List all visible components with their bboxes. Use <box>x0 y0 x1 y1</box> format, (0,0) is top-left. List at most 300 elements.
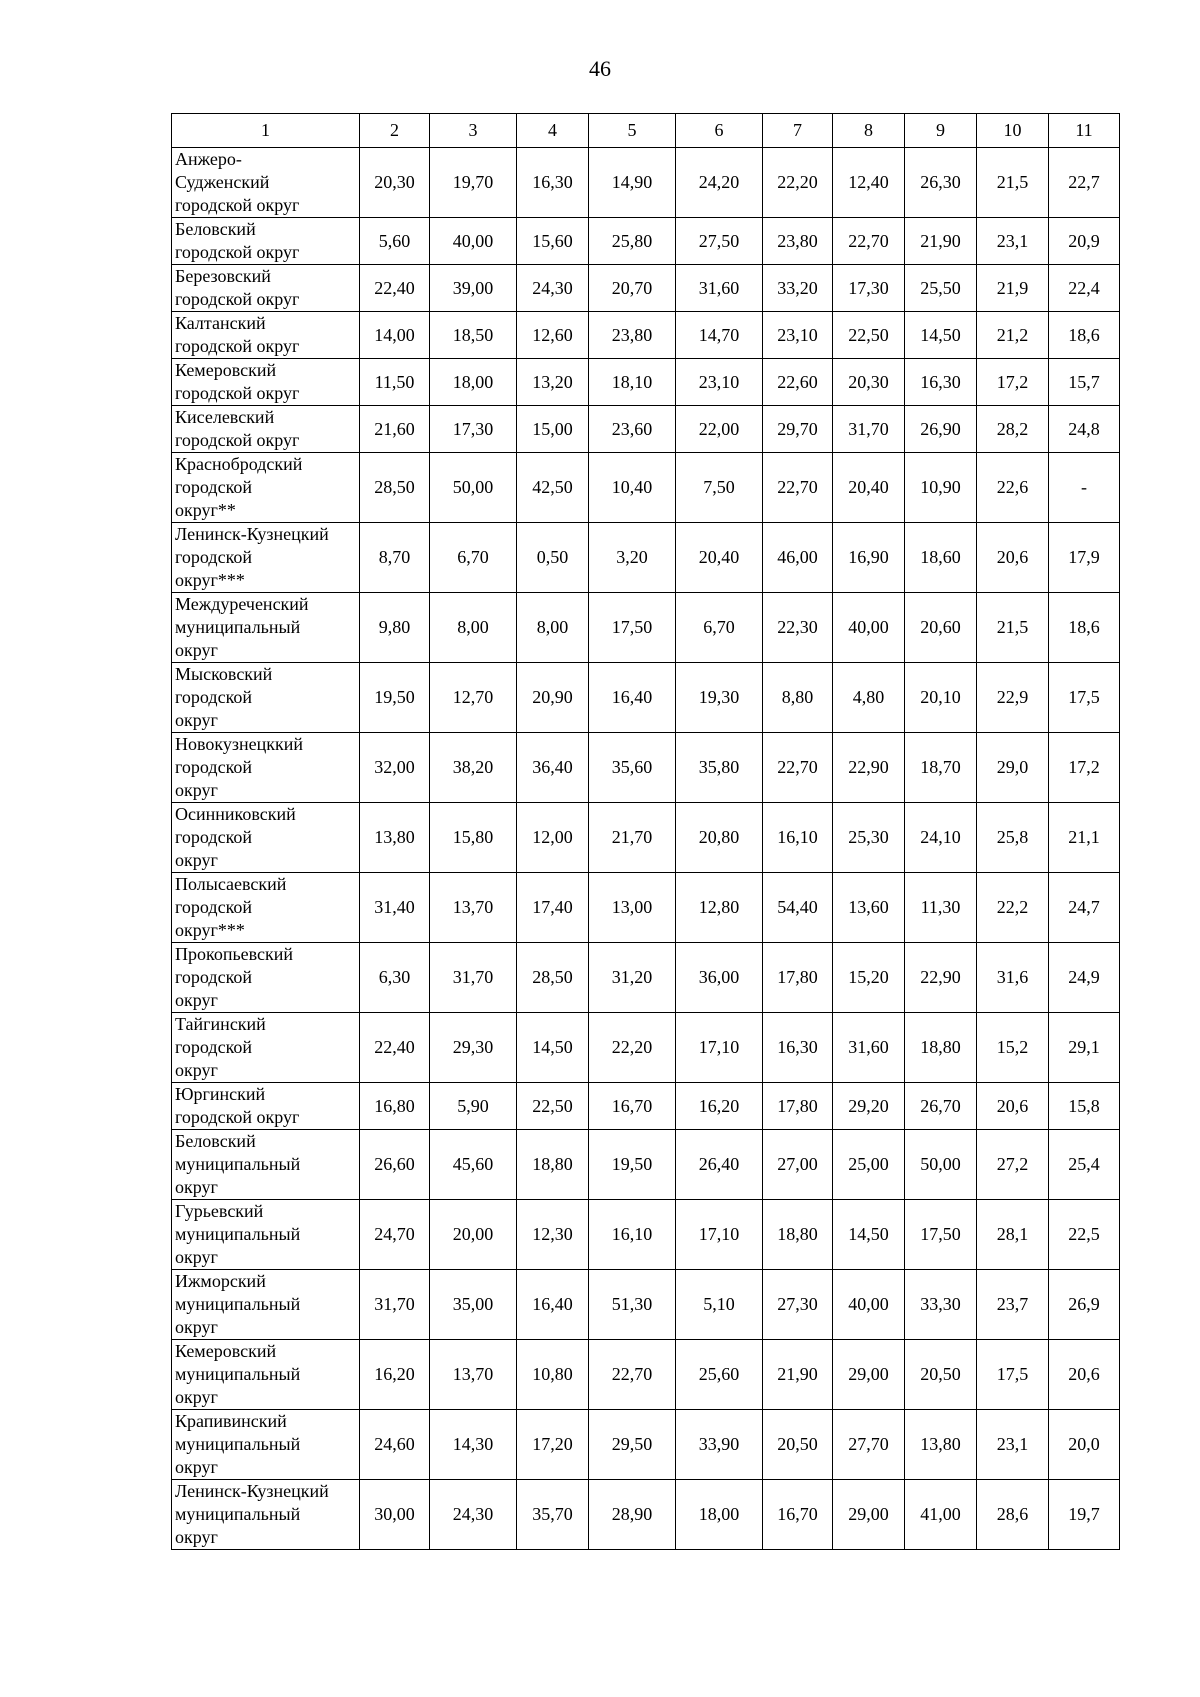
value-cell-col-10: 29,0 <box>977 733 1049 803</box>
table-row <box>172 218 1120 265</box>
municipality-name-cell <box>172 1013 360 1083</box>
value-cell-col-10: 21,2 <box>977 312 1049 359</box>
municipality-name: Беловский городской округ <box>175 219 300 262</box>
municipality-name-cell <box>172 1130 360 1200</box>
value-cell-col-8: 29,20 <box>833 1083 905 1130</box>
value-cell-col-6: 19,30 <box>676 663 763 733</box>
municipality-name: Юргинский городской округ <box>175 1084 300 1127</box>
value-cell-col-6: 7,50 <box>676 453 763 523</box>
value-cell-col-7: 22,60 <box>763 359 833 406</box>
value-cell-col-8: 25,00 <box>833 1130 905 1200</box>
value-cell-col-8: 31,70 <box>833 406 905 453</box>
value-cell-col-4: 17,20 <box>517 1410 589 1480</box>
value-cell-col-3: 31,70 <box>430 943 517 1013</box>
table-row <box>172 523 1120 593</box>
value-cell-col-6: 24,20 <box>676 148 763 218</box>
value-cell-col-10: 22,2 <box>977 873 1049 943</box>
municipality-name-cell <box>172 593 360 663</box>
value-cell-col-7: 27,30 <box>763 1270 833 1340</box>
value-cell-col-9: 14,50 <box>905 312 977 359</box>
column-header-9: 9 <box>905 114 977 148</box>
value-cell-col-3: 18,00 <box>430 359 517 406</box>
value-cell-col-11: 20,9 <box>1049 218 1120 265</box>
column-header-10: 10 <box>977 114 1049 148</box>
value-cell-col-3: 20,00 <box>430 1200 517 1270</box>
value-cell-col-11: 25,4 <box>1049 1130 1120 1200</box>
value-cell-col-9: 26,70 <box>905 1083 977 1130</box>
value-cell-col-3: 19,70 <box>430 148 517 218</box>
value-cell-col-11: 17,9 <box>1049 523 1120 593</box>
table-row <box>172 312 1120 359</box>
value-cell-col-7: 54,40 <box>763 873 833 943</box>
value-cell-col-3: 35,00 <box>430 1270 517 1340</box>
value-cell-col-8: 22,70 <box>833 218 905 265</box>
value-cell-col-7: 23,80 <box>763 218 833 265</box>
column-header-11: 11 <box>1049 114 1120 148</box>
table-row <box>172 1013 1120 1083</box>
municipality-name: Березовский городской округ <box>175 266 300 309</box>
value-cell-col-6: 22,00 <box>676 406 763 453</box>
value-cell-col-9: 18,80 <box>905 1013 977 1083</box>
value-cell-col-6: 20,80 <box>676 803 763 873</box>
value-cell-col-3: 14,30 <box>430 1410 517 1480</box>
value-cell-col-6: 5,10 <box>676 1270 763 1340</box>
value-cell-col-4: 14,50 <box>517 1013 589 1083</box>
municipality-name-cell <box>172 663 360 733</box>
value-cell-col-5: 18,10 <box>589 359 676 406</box>
value-cell-col-8: 12,40 <box>833 148 905 218</box>
value-cell-col-9: 41,00 <box>905 1480 977 1550</box>
municipality-name: Полысаевский городской округ*** <box>175 874 287 940</box>
table-row <box>172 265 1120 312</box>
value-cell-col-11: 22,4 <box>1049 265 1120 312</box>
value-cell-col-5: 3,20 <box>589 523 676 593</box>
value-cell-col-2: 16,20 <box>360 1340 430 1410</box>
table-row <box>172 803 1120 873</box>
municipality-name: Калтанский городской округ <box>175 313 300 356</box>
column-header-4: 4 <box>517 114 589 148</box>
value-cell-col-10: 25,8 <box>977 803 1049 873</box>
value-cell-col-2: 22,40 <box>360 265 430 312</box>
value-cell-col-5: 16,40 <box>589 663 676 733</box>
table-row <box>172 733 1120 803</box>
value-cell-col-9: 50,00 <box>905 1130 977 1200</box>
value-cell-col-5: 14,90 <box>589 148 676 218</box>
value-cell-col-7: 22,70 <box>763 733 833 803</box>
value-cell-col-3: 13,70 <box>430 873 517 943</box>
value-cell-col-10: 17,5 <box>977 1340 1049 1410</box>
value-cell-col-11: 22,5 <box>1049 1200 1120 1270</box>
value-cell-col-9: 26,90 <box>905 406 977 453</box>
value-cell-col-6: 27,50 <box>676 218 763 265</box>
value-cell-col-10: 20,6 <box>977 523 1049 593</box>
value-cell-col-3: 15,80 <box>430 803 517 873</box>
value-cell-col-11: 26,9 <box>1049 1270 1120 1340</box>
value-cell-col-5: 35,60 <box>589 733 676 803</box>
value-cell-col-5: 22,20 <box>589 1013 676 1083</box>
table-row <box>172 1130 1120 1200</box>
municipality-name: Киселевский городской округ <box>175 407 300 450</box>
value-cell-col-8: 31,60 <box>833 1013 905 1083</box>
value-cell-col-8: 14,50 <box>833 1200 905 1270</box>
table-row <box>172 1340 1120 1410</box>
column-header-5: 5 <box>589 114 676 148</box>
value-cell-col-8: 17,30 <box>833 265 905 312</box>
municipality-name-cell <box>172 265 360 312</box>
value-cell-col-9: 18,70 <box>905 733 977 803</box>
value-cell-col-9: 20,60 <box>905 593 977 663</box>
value-cell-col-7: 20,50 <box>763 1410 833 1480</box>
data-table <box>171 113 1120 1550</box>
value-cell-col-5: 23,80 <box>589 312 676 359</box>
value-cell-col-11: 20,0 <box>1049 1410 1120 1480</box>
value-cell-col-2: 26,60 <box>360 1130 430 1200</box>
municipality-name: Междуреченский муниципальный округ <box>175 594 309 660</box>
municipality-name-cell <box>172 406 360 453</box>
municipality-name-cell <box>172 733 360 803</box>
value-cell-col-10: 28,6 <box>977 1480 1049 1550</box>
value-cell-col-7: 8,80 <box>763 663 833 733</box>
value-cell-col-5: 29,50 <box>589 1410 676 1480</box>
value-cell-col-10: 28,1 <box>977 1200 1049 1270</box>
value-cell-col-2: 31,70 <box>360 1270 430 1340</box>
value-cell-col-11: 24,8 <box>1049 406 1120 453</box>
value-cell-col-8: 22,50 <box>833 312 905 359</box>
value-cell-col-7: 16,10 <box>763 803 833 873</box>
value-cell-col-8: 20,30 <box>833 359 905 406</box>
municipality-name-cell <box>172 803 360 873</box>
value-cell-col-4: 22,50 <box>517 1083 589 1130</box>
municipality-name: Беловский муниципальный округ <box>175 1131 301 1197</box>
column-header-1: 1 <box>172 114 360 148</box>
value-cell-col-3: 13,70 <box>430 1340 517 1410</box>
municipality-name-cell <box>172 453 360 523</box>
value-cell-col-6: 17,10 <box>676 1013 763 1083</box>
column-header-3: 3 <box>430 114 517 148</box>
value-cell-col-2: 14,00 <box>360 312 430 359</box>
value-cell-col-10: 22,9 <box>977 663 1049 733</box>
value-cell-col-3: 39,00 <box>430 265 517 312</box>
value-cell-col-11: 17,2 <box>1049 733 1120 803</box>
value-cell-col-6: 18,00 <box>676 1480 763 1550</box>
value-cell-col-7: 17,80 <box>763 1083 833 1130</box>
municipality-name: Ленинск-Кузнецкий городской округ*** <box>175 524 329 590</box>
value-cell-col-3: 29,30 <box>430 1013 517 1083</box>
value-cell-col-2: 31,40 <box>360 873 430 943</box>
value-cell-col-11: 17,5 <box>1049 663 1120 733</box>
value-cell-col-5: 16,70 <box>589 1083 676 1130</box>
table-row <box>172 593 1120 663</box>
value-cell-col-10: 17,2 <box>977 359 1049 406</box>
value-cell-col-4: 28,50 <box>517 943 589 1013</box>
value-cell-col-4: 35,70 <box>517 1480 589 1550</box>
value-cell-col-6: 17,10 <box>676 1200 763 1270</box>
municipality-name: Анжеро- Судженский городской округ <box>175 149 300 215</box>
table-row <box>172 453 1120 523</box>
value-cell-col-3: 12,70 <box>430 663 517 733</box>
value-cell-col-6: 26,40 <box>676 1130 763 1200</box>
municipality-name-cell <box>172 1480 360 1550</box>
value-cell-col-7: 22,20 <box>763 148 833 218</box>
table-row <box>172 1410 1120 1480</box>
municipality-name-cell <box>172 523 360 593</box>
value-cell-col-7: 27,00 <box>763 1130 833 1200</box>
municipality-name: Крапивинский муниципальный округ <box>175 1411 301 1477</box>
value-cell-col-6: 33,90 <box>676 1410 763 1480</box>
value-cell-col-6: 12,80 <box>676 873 763 943</box>
value-cell-col-7: 21,90 <box>763 1340 833 1410</box>
value-cell-col-4: 12,30 <box>517 1200 589 1270</box>
value-cell-col-4: 16,40 <box>517 1270 589 1340</box>
value-cell-col-8: 40,00 <box>833 593 905 663</box>
table-row <box>172 873 1120 943</box>
municipality-name: Тайгинский городской округ <box>175 1014 266 1080</box>
value-cell-col-3: 5,90 <box>430 1083 517 1130</box>
municipality-name-cell <box>172 218 360 265</box>
value-cell-col-8: 29,00 <box>833 1340 905 1410</box>
value-cell-col-5: 19,50 <box>589 1130 676 1200</box>
value-cell-col-6: 35,80 <box>676 733 763 803</box>
municipality-name-cell <box>172 1083 360 1130</box>
value-cell-col-7: 17,80 <box>763 943 833 1013</box>
value-cell-col-2: 24,70 <box>360 1200 430 1270</box>
value-cell-col-4: 42,50 <box>517 453 589 523</box>
value-cell-col-3: 38,20 <box>430 733 517 803</box>
page-number: 46 <box>589 56 611 81</box>
value-cell-col-10: 21,5 <box>977 593 1049 663</box>
municipality-name-cell <box>172 312 360 359</box>
value-cell-col-10: 20,6 <box>977 1083 1049 1130</box>
value-cell-col-2: 32,00 <box>360 733 430 803</box>
value-cell-col-5: 21,70 <box>589 803 676 873</box>
value-cell-col-7: 16,70 <box>763 1480 833 1550</box>
municipality-name-cell <box>172 148 360 218</box>
value-cell-col-9: 26,30 <box>905 148 977 218</box>
value-cell-col-11: 29,1 <box>1049 1013 1120 1083</box>
value-cell-col-10: 21,5 <box>977 148 1049 218</box>
value-cell-col-7: 46,00 <box>763 523 833 593</box>
municipality-name: Мысковский городской округ <box>175 664 273 730</box>
table-row <box>172 1083 1120 1130</box>
municipality-name: Новокузнецккий городской округ <box>175 734 303 800</box>
value-cell-col-11: 19,7 <box>1049 1480 1120 1550</box>
column-header-2: 2 <box>360 114 430 148</box>
municipality-name-cell <box>172 1270 360 1340</box>
value-cell-col-8: 25,30 <box>833 803 905 873</box>
value-cell-col-9: 24,10 <box>905 803 977 873</box>
value-cell-col-8: 20,40 <box>833 453 905 523</box>
value-cell-col-11: 21,1 <box>1049 803 1120 873</box>
municipality-name: Осинниковский городской округ <box>175 804 296 870</box>
value-cell-col-8: 13,60 <box>833 873 905 943</box>
value-cell-col-5: 28,90 <box>589 1480 676 1550</box>
value-cell-col-5: 31,20 <box>589 943 676 1013</box>
municipality-name-cell <box>172 359 360 406</box>
municipality-name: Кемеровский муниципальный округ <box>175 1341 301 1407</box>
value-cell-col-8: 4,80 <box>833 663 905 733</box>
table-body <box>172 148 1120 1550</box>
value-cell-col-10: 27,2 <box>977 1130 1049 1200</box>
value-cell-col-8: 15,20 <box>833 943 905 1013</box>
value-cell-col-9: 18,60 <box>905 523 977 593</box>
value-cell-col-2: 5,60 <box>360 218 430 265</box>
value-cell-col-4: 8,00 <box>517 593 589 663</box>
value-cell-col-2: 8,70 <box>360 523 430 593</box>
value-cell-col-4: 0,50 <box>517 523 589 593</box>
value-cell-col-10: 28,2 <box>977 406 1049 453</box>
table-row <box>172 943 1120 1013</box>
value-cell-col-8: 29,00 <box>833 1480 905 1550</box>
value-cell-col-6: 16,20 <box>676 1083 763 1130</box>
municipality-name: Кемеровский городской округ <box>175 360 300 403</box>
value-cell-col-11: 15,7 <box>1049 359 1120 406</box>
value-cell-col-7: 23,10 <box>763 312 833 359</box>
value-cell-col-10: 23,1 <box>977 1410 1049 1480</box>
table-row <box>172 148 1120 218</box>
value-cell-col-2: 30,00 <box>360 1480 430 1550</box>
value-cell-col-2: 21,60 <box>360 406 430 453</box>
value-cell-col-4: 10,80 <box>517 1340 589 1410</box>
header-row <box>172 114 1120 148</box>
value-cell-col-4: 15,00 <box>517 406 589 453</box>
column-header-8: 8 <box>833 114 905 148</box>
value-cell-col-5: 51,30 <box>589 1270 676 1340</box>
value-cell-col-4: 20,90 <box>517 663 589 733</box>
value-cell-col-5: 13,00 <box>589 873 676 943</box>
value-cell-col-2: 13,80 <box>360 803 430 873</box>
municipality-name-cell <box>172 1200 360 1270</box>
municipality-name: Ленинск-Кузнецкий муниципальный округ <box>175 1481 329 1547</box>
value-cell-col-10: 31,6 <box>977 943 1049 1013</box>
value-cell-col-9: 33,30 <box>905 1270 977 1340</box>
municipality-name: Гурьевский муниципальный округ <box>175 1201 301 1267</box>
value-cell-col-6: 36,00 <box>676 943 763 1013</box>
value-cell-col-5: 17,50 <box>589 593 676 663</box>
value-cell-col-4: 12,00 <box>517 803 589 873</box>
value-cell-col-4: 16,30 <box>517 148 589 218</box>
value-cell-col-6: 25,60 <box>676 1340 763 1410</box>
value-cell-col-2: 28,50 <box>360 453 430 523</box>
column-header-7: 7 <box>763 114 833 148</box>
value-cell-col-3: 6,70 <box>430 523 517 593</box>
value-cell-col-7: 16,30 <box>763 1013 833 1083</box>
value-cell-col-9: 16,30 <box>905 359 977 406</box>
value-cell-col-6: 31,60 <box>676 265 763 312</box>
value-cell-col-6: 23,10 <box>676 359 763 406</box>
municipality-name-cell <box>172 873 360 943</box>
value-cell-col-11: 22,7 <box>1049 148 1120 218</box>
value-cell-col-3: 8,00 <box>430 593 517 663</box>
value-cell-col-3: 24,30 <box>430 1480 517 1550</box>
value-cell-col-9: 13,80 <box>905 1410 977 1480</box>
value-cell-col-11: 18,6 <box>1049 593 1120 663</box>
value-cell-col-6: 14,70 <box>676 312 763 359</box>
table-row <box>172 359 1120 406</box>
value-cell-col-5: 20,70 <box>589 265 676 312</box>
value-cell-col-9: 22,90 <box>905 943 977 1013</box>
value-cell-col-8: 22,90 <box>833 733 905 803</box>
value-cell-col-3: 45,60 <box>430 1130 517 1200</box>
value-cell-col-8: 16,90 <box>833 523 905 593</box>
value-cell-col-8: 40,00 <box>833 1270 905 1340</box>
value-cell-col-4: 13,20 <box>517 359 589 406</box>
value-cell-col-11: 24,9 <box>1049 943 1120 1013</box>
table-row <box>172 1480 1120 1550</box>
value-cell-col-5: 16,10 <box>589 1200 676 1270</box>
value-cell-col-6: 6,70 <box>676 593 763 663</box>
value-cell-col-9: 20,50 <box>905 1340 977 1410</box>
value-cell-col-7: 29,70 <box>763 406 833 453</box>
value-cell-col-2: 11,50 <box>360 359 430 406</box>
municipality-name: Ижморский муниципальный округ <box>175 1271 301 1337</box>
value-cell-col-5: 22,70 <box>589 1340 676 1410</box>
value-cell-col-4: 36,40 <box>517 733 589 803</box>
table-row <box>172 406 1120 453</box>
value-cell-col-11: 15,8 <box>1049 1083 1120 1130</box>
value-cell-col-5: 10,40 <box>589 453 676 523</box>
value-cell-col-7: 22,30 <box>763 593 833 663</box>
value-cell-col-9: 10,90 <box>905 453 977 523</box>
table-row <box>172 1200 1120 1270</box>
value-cell-col-5: 25,80 <box>589 218 676 265</box>
value-cell-col-2: 22,40 <box>360 1013 430 1083</box>
value-cell-col-2: 9,80 <box>360 593 430 663</box>
value-cell-col-2: 24,60 <box>360 1410 430 1480</box>
value-cell-col-2: 16,80 <box>360 1083 430 1130</box>
value-cell-col-3: 17,30 <box>430 406 517 453</box>
municipality-name-cell <box>172 943 360 1013</box>
value-cell-col-7: 22,70 <box>763 453 833 523</box>
municipality-name-cell <box>172 1410 360 1480</box>
value-cell-col-9: 21,90 <box>905 218 977 265</box>
value-cell-col-4: 15,60 <box>517 218 589 265</box>
value-cell-col-11: - <box>1049 453 1120 523</box>
value-cell-col-7: 33,20 <box>763 265 833 312</box>
value-cell-col-4: 17,40 <box>517 873 589 943</box>
value-cell-col-6: 20,40 <box>676 523 763 593</box>
value-cell-col-3: 18,50 <box>430 312 517 359</box>
value-cell-col-2: 6,30 <box>360 943 430 1013</box>
value-cell-col-9: 17,50 <box>905 1200 977 1270</box>
value-cell-col-9: 20,10 <box>905 663 977 733</box>
column-header-6: 6 <box>676 114 763 148</box>
value-cell-col-10: 21,9 <box>977 265 1049 312</box>
value-cell-col-2: 20,30 <box>360 148 430 218</box>
value-cell-col-11: 24,7 <box>1049 873 1120 943</box>
value-cell-col-2: 19,50 <box>360 663 430 733</box>
value-cell-col-10: 23,7 <box>977 1270 1049 1340</box>
municipality-name: Прокопьевский городской округ <box>175 944 294 1010</box>
municipality-name: Краснобродский городской округ** <box>175 454 303 520</box>
table-row <box>172 1270 1120 1340</box>
value-cell-col-8: 27,70 <box>833 1410 905 1480</box>
value-cell-col-4: 18,80 <box>517 1130 589 1200</box>
value-cell-col-9: 25,50 <box>905 265 977 312</box>
value-cell-col-3: 50,00 <box>430 453 517 523</box>
value-cell-col-11: 20,6 <box>1049 1340 1120 1410</box>
value-cell-col-3: 40,00 <box>430 218 517 265</box>
value-cell-col-10: 15,2 <box>977 1013 1049 1083</box>
table-row <box>172 663 1120 733</box>
value-cell-col-10: 23,1 <box>977 218 1049 265</box>
value-cell-col-9: 11,30 <box>905 873 977 943</box>
value-cell-col-5: 23,60 <box>589 406 676 453</box>
value-cell-col-10: 22,6 <box>977 453 1049 523</box>
value-cell-col-11: 18,6 <box>1049 312 1120 359</box>
value-cell-col-4: 12,60 <box>517 312 589 359</box>
municipality-name-cell <box>172 1340 360 1410</box>
value-cell-col-4: 24,30 <box>517 265 589 312</box>
